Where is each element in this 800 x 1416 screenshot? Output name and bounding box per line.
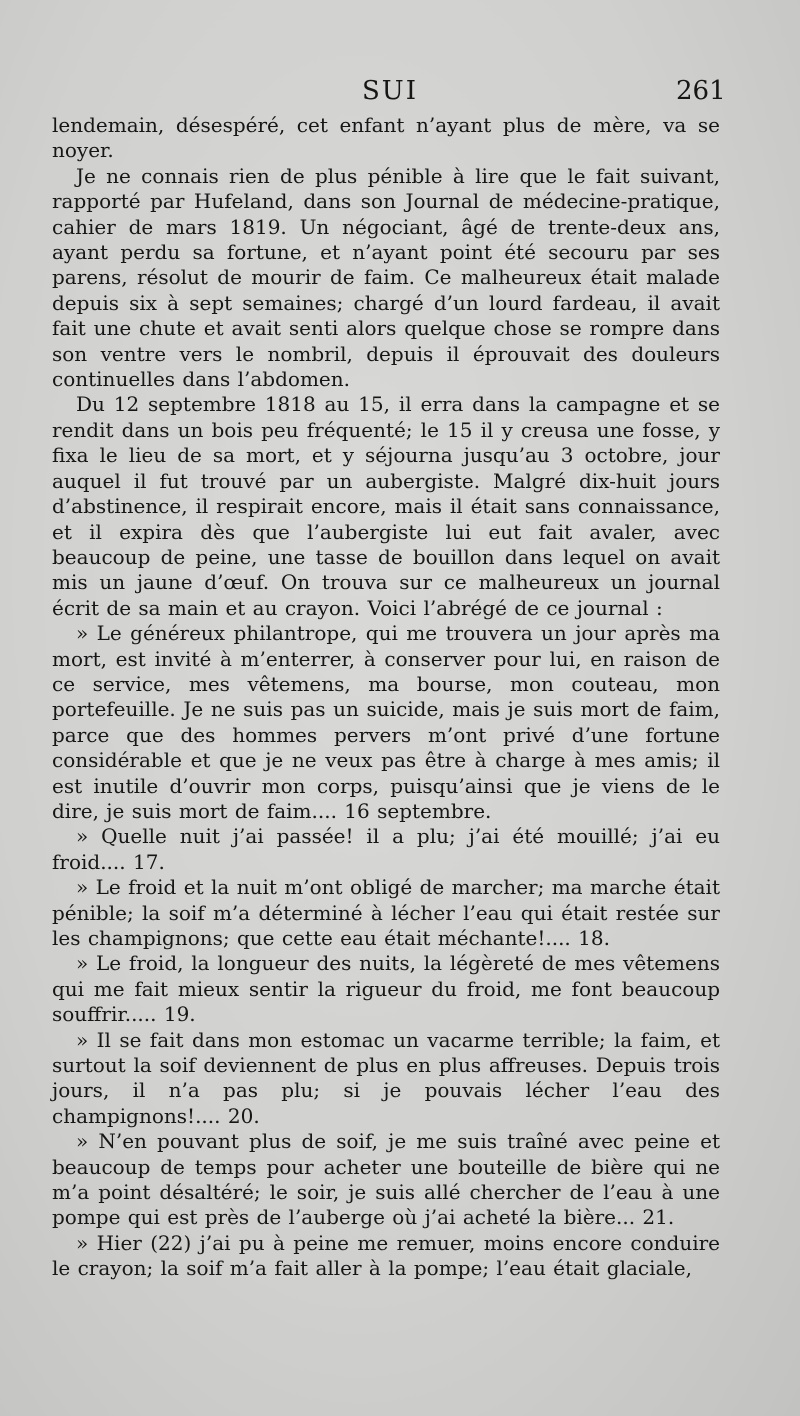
journal-entry-20: » Il se fait dans mon estomac un vacarme terrible; la faim, et surtout la soif deviennent de plus en plus affreuses. Depuis trois jours, il n’a pas plu; si je pouvais lécher l’eau des champignons!.... 20. xyxy=(52,1027,720,1128)
journal-entry-18: » Le froid et la nuit m’ont obligé de marcher; ma marche était pénible; la soif m’a déterminé à lécher l’eau qui était restée sur les champignons; que cette eau était méchante!.... 18. xyxy=(52,875,720,950)
journal-entry-17: » Quelle nuit j’ai passée! il a plu; j’ai été mouillé; j’ai eu froid.... 17. xyxy=(52,824,720,874)
journal-entry-22: » Hier (22) j’ai pu à peine me remuer, moins encore conduire le crayon; la soif m’a fait aller à la pompe; l’eau était glaciale, xyxy=(52,1230,720,1281)
body-text xyxy=(52,113,720,1282)
journal-entry-16: » Le généreux philantrope, qui me trouvera un jour après ma mort, est invité à m’enterrer, à conserver pour lui, en raison de ce service, mes vêtemens, ma bourse, mon couteau, mon portefeuille. Je ne suis pas un suicide, mais je suis mort de faim, parce que des hommes pervers m’ont privé d’une fortune considérable et que je ne veux pas être à charge à mes amis; il est inutile d’ouvrir mon corps, puisqu’ainsi que je viens de le dire, je suis mort de faim.... 16 septembre. xyxy=(52,621,720,823)
page-header xyxy=(0,76,800,106)
running-head: SUI xyxy=(362,76,418,106)
journal-entry-21: » N’en pouvant plus de soif, je me suis traîné avec peine et beaucoup de temps pour acheter une bouteille de bière qui ne m’a point désaltéré; le soir, je suis allé chercher de l’eau à une pompe qui est près de l’auberge où j’ai acheté la bière... 21. xyxy=(52,1129,720,1230)
paragraph-hufeland: Je ne connais rien de plus pénible à lire que le fait suivant, rapporté par Hufeland, dans son Journal de médecine-pratique, cahier de mars 1819. Un négociant, âgé de trente-deux ans, ayant perdu sa fortune, et n’ayant point été secouru par ses parens, résolut de mourir de faim. Ce malheureux était malade depuis six à sept semaines; chargé d’un lourd fardeau, il avait fait une chute et avait senti alors quelque chose se rompre dans son ventre vers le nombril, depuis il éprouvait des douleurs continuelles dans l’abdomen. xyxy=(52,163,720,392)
page-number: 261 xyxy=(676,76,726,106)
paragraph-september: Du 12 septembre 1818 au 15, il erra dans la campagne et se rendit dans un bois peu fréquenté; le 15 il y creusa une fosse, y fixa le lieu de sa mort, et y séjourna jusqu’au 3 octobre, jour auquel il fut trouvé par un aubergiste. Malgré dix-huit jours d’abstinence, il respirait encore, mais il était sans connaissance, et il expira dès que l’aubergiste lui eut fait avaler, avec beaucoup de peine, une tasse de bouillon dans lequel on avait mis un jaune d’œuf. On trouva sur ce malheureux un journal écrit de sa main et au crayon. Voici l’abrégé de ce journal : xyxy=(52,392,720,620)
paragraph-continuation: lendemain, désespéré, cet enfant n’ayant plus de mère, va se noyer. xyxy=(52,113,720,163)
journal-entry-19: » Le froid, la longueur des nuits, la légèreté de mes vêtemens qui me fait mieux sentir la rigueur du froid, me font beaucoup souffrir..... 19. xyxy=(52,951,720,1027)
